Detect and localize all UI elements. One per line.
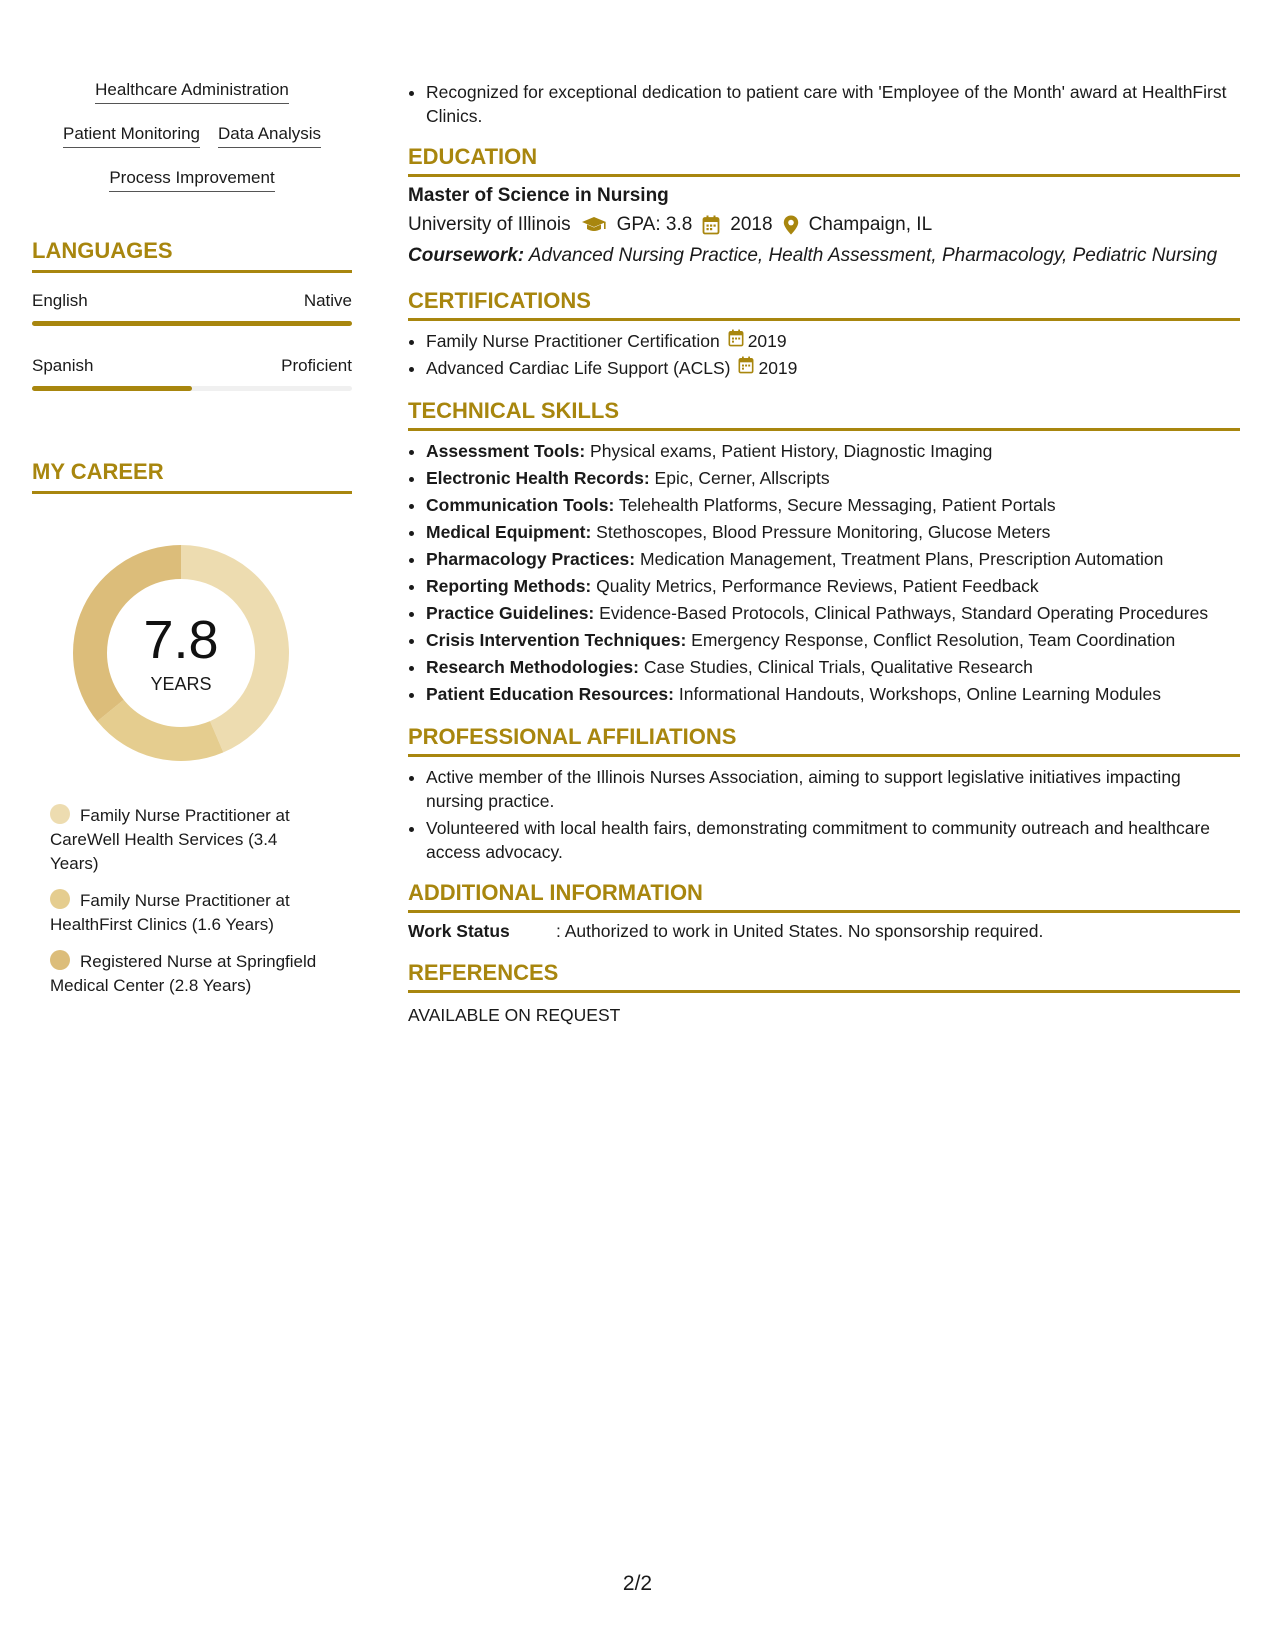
- additional-info-heading: ADDITIONAL INFORMATION: [408, 880, 1240, 913]
- education-heading: EDUCATION: [408, 144, 1240, 177]
- skill-label: Reporting Methods:: [426, 576, 592, 596]
- references-text: AVAILABLE ON REQUEST: [408, 1005, 621, 1025]
- education-school: University of Illinois: [408, 214, 571, 235]
- coursework-label: Coursework:: [408, 245, 525, 266]
- skill-tag: Healthcare Administration: [95, 80, 289, 104]
- calendar-icon: [738, 356, 754, 380]
- skill-item: [426, 574, 1240, 598]
- skill-item: [426, 493, 1240, 517]
- skill-label: Crisis Intervention Techniques:: [426, 630, 687, 650]
- skill-label: Research Methodologies:: [426, 657, 639, 677]
- skill-item: [426, 547, 1240, 571]
- career-legend: [50, 804, 320, 998]
- language-name: Spanish: [32, 356, 94, 375]
- career-legend-item: [50, 889, 320, 937]
- language-bar-fill: [32, 321, 352, 326]
- skill-item: [426, 466, 1240, 490]
- skill-item: [426, 601, 1240, 625]
- education-coursework: [408, 244, 1240, 268]
- skill-label: Assessment Tools:: [426, 441, 586, 461]
- legend-dot: [50, 804, 70, 824]
- work-status-row: [408, 921, 1240, 942]
- experience-bullets: [408, 80, 1240, 128]
- work-status-value: : Authorized to work in United States. No sponsorship required.: [556, 921, 1044, 941]
- work-status-label: Work Status: [408, 921, 510, 941]
- affiliation-item: • Active member of the Illinois Nurses Association, aiming to support legislative initiatives impacting nursing practice.: [426, 765, 1240, 813]
- calendar-icon: [702, 215, 720, 235]
- coursework-text: Advanced Nursing Practice, Health Assessment, Pharmacology, Pediatric Nursing: [528, 245, 1218, 266]
- skill-row: [32, 168, 352, 192]
- skill-value: Epic, Cerner, Allscripts: [654, 468, 830, 488]
- skill-value: Informational Handouts, Workshops, Online Learning Modules: [678, 684, 1162, 704]
- affiliations-heading: PROFESSIONAL AFFILIATIONS: [408, 724, 1240, 757]
- language-item: [32, 356, 352, 391]
- career-legend-label: Family Nurse Practitioner at HealthFirst Clinics (1.6 Years): [50, 891, 290, 934]
- skill-label: Practice Guidelines:: [426, 603, 595, 623]
- education-year: 2018: [730, 214, 773, 235]
- legend-dot: [50, 950, 70, 970]
- certification-name: • Advanced Cardiac Life Support (ACLS): [426, 358, 731, 378]
- graduation-cap-icon: [581, 216, 607, 234]
- career-total: 7.8: [143, 609, 219, 670]
- skill-label: Pharmacology Practices:: [426, 549, 636, 569]
- career-heading: MY CAREER: [32, 459, 352, 494]
- technical-skills-list: [408, 439, 1240, 706]
- skill-value: Emergency Response, Conflict Resolution, Team Coordination: [691, 630, 1176, 650]
- career-legend-label: Registered Nurse at Springfield Medical Center (2.8 Years): [50, 952, 317, 995]
- certification-item: [426, 356, 1240, 380]
- certification-year: 2019: [747, 331, 787, 351]
- skill-value: Case Studies, Clinical Trials, Qualitative Research: [643, 657, 1033, 677]
- skill-item: [426, 439, 1240, 463]
- skill-value: Evidence-Based Protocols, Clinical Pathways, Standard Operating Procedures: [599, 603, 1209, 623]
- skill-row: [32, 80, 352, 104]
- skill-value: Physical exams, Patient History, Diagnostic Imaging: [590, 441, 993, 461]
- education-degree: Master of Science in Nursing: [408, 185, 669, 206]
- location-pin-icon: [783, 215, 799, 235]
- language-level: Native: [303, 291, 352, 310]
- certification-name: • Family Nurse Practitioner Certification: [426, 331, 720, 351]
- skill-value: Telehealth Platforms, Secure Messaging, Patient Portals: [618, 495, 1056, 515]
- language-bar: [32, 386, 352, 391]
- page-number: 2/2: [622, 1572, 653, 1595]
- legend-dot: [50, 889, 70, 909]
- skill-item: [426, 682, 1240, 706]
- skill-item: [426, 628, 1240, 652]
- education-gpa: GPA: 3.8: [616, 214, 693, 235]
- career-unit: YEARS: [150, 673, 212, 694]
- career-donut: [66, 538, 296, 768]
- certification-item: [426, 329, 1240, 353]
- language-name: English: [32, 291, 88, 310]
- education-location: Champaign, IL: [808, 214, 933, 235]
- technical-skills-heading: TECHNICAL SKILLS: [408, 398, 1240, 431]
- skill-value: Quality Metrics, Performance Reviews, Patient Feedback: [596, 576, 1039, 596]
- certifications-list: [408, 329, 1240, 380]
- certification-year: 2019: [758, 358, 798, 378]
- skill-item: [426, 655, 1240, 679]
- sidebar: [32, 80, 352, 1011]
- career-legend-label: Family Nurse Practitioner at CareWell Health Services (3.4 Years): [50, 806, 290, 873]
- skill-row: [32, 124, 352, 148]
- affiliations-list: [408, 765, 1240, 864]
- language-bar-fill: [32, 386, 192, 391]
- career-legend-item: [50, 804, 320, 876]
- skill-label: Patient Education Resources:: [426, 684, 674, 704]
- skill-tag: Patient Monitoring: [63, 124, 200, 148]
- skills-tags: [32, 80, 352, 192]
- skill-label: Electronic Health Records:: [426, 468, 650, 488]
- skill-label: Communication Tools:: [426, 495, 615, 515]
- calendar-icon: [728, 329, 744, 353]
- main-content: [408, 80, 1240, 1026]
- languages-heading: LANGUAGES: [32, 238, 352, 273]
- affiliation-item: • Volunteered with local health fairs, demonstrating commitment to community outreach and healthcare access advocacy.: [426, 816, 1240, 864]
- education-meta: [408, 214, 1240, 236]
- skill-tag: Data Analysis: [218, 124, 321, 148]
- language-level: Proficient: [281, 356, 352, 375]
- certifications-heading: CERTIFICATIONS: [408, 288, 1240, 321]
- skill-value: Medication Management, Treatment Plans, Prescription Automation: [640, 549, 1164, 569]
- skill-item: [426, 520, 1240, 544]
- skill-label: Medical Equipment:: [426, 522, 592, 542]
- language-bar: [32, 321, 352, 326]
- skill-tag: Process Improvement: [109, 168, 274, 192]
- career-legend-item: [50, 950, 320, 998]
- experience-bullet: • Recognized for exceptional dedication to patient care with 'Employee of the Month' award at HealthFirst Clinics.: [426, 80, 1240, 128]
- language-item: [32, 291, 352, 326]
- skill-value: Stethoscopes, Blood Pressure Monitoring, Glucose Meters: [596, 522, 1051, 542]
- references-heading: REFERENCES: [408, 960, 1240, 993]
